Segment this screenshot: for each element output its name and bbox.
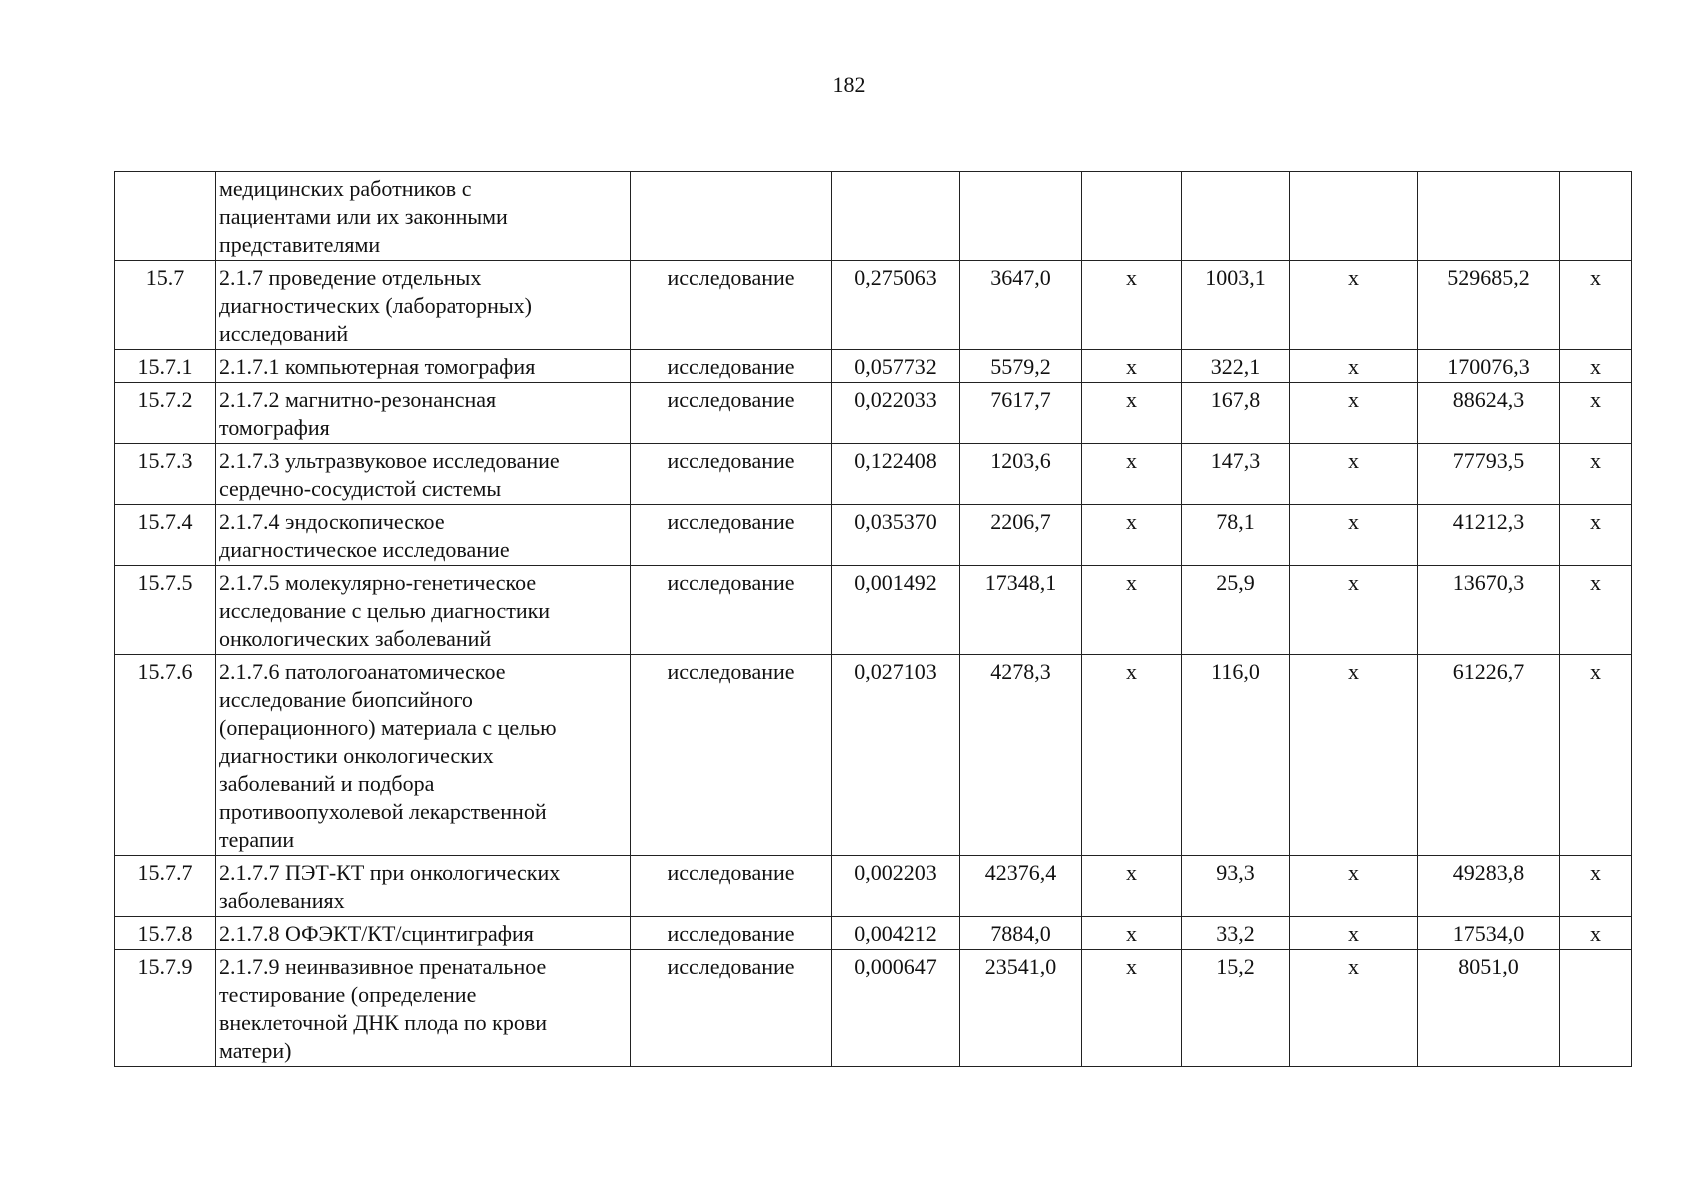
cell-unit: исследование <box>631 444 832 505</box>
cell-num: 15.7.4 <box>115 505 216 566</box>
cell-unit: исследование <box>631 505 832 566</box>
cell-col9: 88624,3 <box>1418 383 1560 444</box>
cell-col6: х <box>1082 917 1182 950</box>
table-row <box>115 261 1632 350</box>
table-row <box>115 856 1632 917</box>
cell-name-text: 2.1.7.1 компьютерная томография <box>219 354 536 379</box>
cell-col6 <box>1082 172 1182 261</box>
cell-col8 <box>1290 172 1418 261</box>
table-row-continuation <box>115 172 1632 261</box>
page-number: 182 <box>832 72 866 97</box>
cell-name <box>216 350 631 383</box>
cell-unit: исследование <box>631 856 832 917</box>
cell-col6: х <box>1082 655 1182 856</box>
cell-col8: х <box>1290 950 1418 1067</box>
cell-num: 15.7.3 <box>115 444 216 505</box>
cell-num: 15.7.1 <box>115 350 216 383</box>
cell-col7: 322,1 <box>1182 350 1290 383</box>
table-row <box>115 383 1632 444</box>
cell-col10: х <box>1560 856 1632 917</box>
cell-col9: 13670,3 <box>1418 566 1560 655</box>
cell-col8: х <box>1290 917 1418 950</box>
cell-col7: 1003,1 <box>1182 261 1290 350</box>
cell-name-text: 2.1.7.7 ПЭТ-КТ при онкологических заболеваниях <box>219 860 561 913</box>
cell-col9 <box>1418 172 1560 261</box>
cell-col8: х <box>1290 655 1418 856</box>
cell-col6: х <box>1082 350 1182 383</box>
cell-name <box>216 566 631 655</box>
cell-rate: 0,035370 <box>832 505 960 566</box>
cell-col7: 116,0 <box>1182 655 1290 856</box>
cell-name-text: 2.1.7.4 эндоскопическое диагностическое исследование <box>219 509 510 562</box>
cell-num: 15.7.2 <box>115 383 216 444</box>
cell-num: 15.7.5 <box>115 566 216 655</box>
cell-name-text: 2.1.7.3 ультразвуковое исследование сердечно-сосудистой системы <box>219 448 560 501</box>
cell-col10: х <box>1560 444 1632 505</box>
data-table <box>114 171 1632 1067</box>
cell-col6: х <box>1082 950 1182 1067</box>
cell-col6: х <box>1082 444 1182 505</box>
cell-rate: 0,004212 <box>832 917 960 950</box>
cell-col8: х <box>1290 261 1418 350</box>
table-row <box>115 655 1632 856</box>
cell-cost: 7884,0 <box>960 917 1082 950</box>
cell-col9: 17534,0 <box>1418 917 1560 950</box>
cell-name-text: 2.1.7.6 патологоанатомическое исследование биопсийного (операционного) материала с целью диагностики онкологических заболеваний и подбора противоопухолевой лекарственной терапии <box>219 659 557 852</box>
cell-num: 15.7 <box>115 261 216 350</box>
cell-col6: х <box>1082 383 1182 444</box>
cell-name-text: 2.1.7.8 ОФЭКТ/КТ/сцинтиграфия <box>219 921 534 946</box>
cell-col9: 8051,0 <box>1418 950 1560 1067</box>
cell-col9: 77793,5 <box>1418 444 1560 505</box>
cell-rate: 0,001492 <box>832 566 960 655</box>
cell-col8: х <box>1290 856 1418 917</box>
cell-name <box>216 655 631 856</box>
cell-name <box>216 856 631 917</box>
cell-col10: х <box>1560 566 1632 655</box>
cell-cost: 7617,7 <box>960 383 1082 444</box>
cell-num <box>115 172 216 261</box>
cell-name <box>216 505 631 566</box>
cell-cost <box>960 172 1082 261</box>
cell-col7: 93,3 <box>1182 856 1290 917</box>
cell-name <box>216 172 631 261</box>
cell-col10: х <box>1560 350 1632 383</box>
table-row <box>115 444 1632 505</box>
cell-col6: х <box>1082 505 1182 566</box>
cell-col10: х <box>1560 655 1632 856</box>
cell-cost: 17348,1 <box>960 566 1082 655</box>
cell-col7: 15,2 <box>1182 950 1290 1067</box>
cell-col8: х <box>1290 350 1418 383</box>
cell-num: 15.7.7 <box>115 856 216 917</box>
table-row <box>115 505 1632 566</box>
cell-name-text: 2.1.7.2 магнитно-резонансная томография <box>219 387 497 440</box>
cell-col7 <box>1182 172 1290 261</box>
cell-cost: 23541,0 <box>960 950 1082 1067</box>
cell-col10: х <box>1560 383 1632 444</box>
cell-name-text: 2.1.7.5 молекулярно-генетическое исследование с целью диагностики онкологических заболеваний <box>219 570 551 651</box>
cell-unit: исследование <box>631 350 832 383</box>
cell-col8: х <box>1290 566 1418 655</box>
cell-col10: х <box>1560 505 1632 566</box>
cell-col8: х <box>1290 505 1418 566</box>
cell-rate: 0,122408 <box>832 444 960 505</box>
cell-unit: исследование <box>631 566 832 655</box>
cell-unit <box>631 172 832 261</box>
table-row <box>115 350 1632 383</box>
cell-col10 <box>1560 950 1632 1067</box>
cell-col7: 25,9 <box>1182 566 1290 655</box>
cell-cost: 5579,2 <box>960 350 1082 383</box>
cell-col8: х <box>1290 444 1418 505</box>
cell-rate: 0,000647 <box>832 950 960 1067</box>
cell-name <box>216 444 631 505</box>
cell-col6: х <box>1082 856 1182 917</box>
table-row <box>115 917 1632 950</box>
cell-unit: исследование <box>631 383 832 444</box>
table-body <box>115 172 1632 1067</box>
cell-col7: 78,1 <box>1182 505 1290 566</box>
cell-unit: исследование <box>631 917 832 950</box>
cell-rate <box>832 172 960 261</box>
cell-unit: исследование <box>631 950 832 1067</box>
cell-unit: исследование <box>631 261 832 350</box>
table-row <box>115 950 1632 1067</box>
cell-col9: 529685,2 <box>1418 261 1560 350</box>
cell-num: 15.7.9 <box>115 950 216 1067</box>
cell-rate: 0,027103 <box>832 655 960 856</box>
cell-name <box>216 917 631 950</box>
cell-cost: 42376,4 <box>960 856 1082 917</box>
cell-col8: х <box>1290 383 1418 444</box>
cell-col9: 170076,3 <box>1418 350 1560 383</box>
cell-rate: 0,275063 <box>832 261 960 350</box>
cell-name-text: 2.1.7 проведение отдельных диагностических (лабораторных) исследований <box>219 265 532 346</box>
cell-col10: х <box>1560 261 1632 350</box>
cell-col10: х <box>1560 917 1632 950</box>
cell-name-text: медицинских работников с пациентами или их законными представителями <box>219 176 508 257</box>
cell-unit: исследование <box>631 655 832 856</box>
cell-cost: 3647,0 <box>960 261 1082 350</box>
cell-num: 15.7.6 <box>115 655 216 856</box>
cell-rate: 0,002203 <box>832 856 960 917</box>
cell-col9: 61226,7 <box>1418 655 1560 856</box>
cell-cost: 4278,3 <box>960 655 1082 856</box>
cell-col10 <box>1560 172 1632 261</box>
cell-name-text: 2.1.7.9 неинвазивное пренатальное тестирование (определение внеклеточной ДНК плода по крови матери) <box>219 954 547 1063</box>
cell-name <box>216 950 631 1067</box>
cell-col6: х <box>1082 261 1182 350</box>
cell-col9: 49283,8 <box>1418 856 1560 917</box>
cell-col6: х <box>1082 566 1182 655</box>
cell-name <box>216 383 631 444</box>
cell-cost: 2206,7 <box>960 505 1082 566</box>
cell-col7: 147,3 <box>1182 444 1290 505</box>
cell-cost: 1203,6 <box>960 444 1082 505</box>
cell-col9: 41212,3 <box>1418 505 1560 566</box>
cell-col7: 167,8 <box>1182 383 1290 444</box>
cell-num: 15.7.8 <box>115 917 216 950</box>
cell-rate: 0,022033 <box>832 383 960 444</box>
cell-rate: 0,057732 <box>832 350 960 383</box>
table-row <box>115 566 1632 655</box>
cell-name <box>216 261 631 350</box>
cell-col7: 33,2 <box>1182 917 1290 950</box>
